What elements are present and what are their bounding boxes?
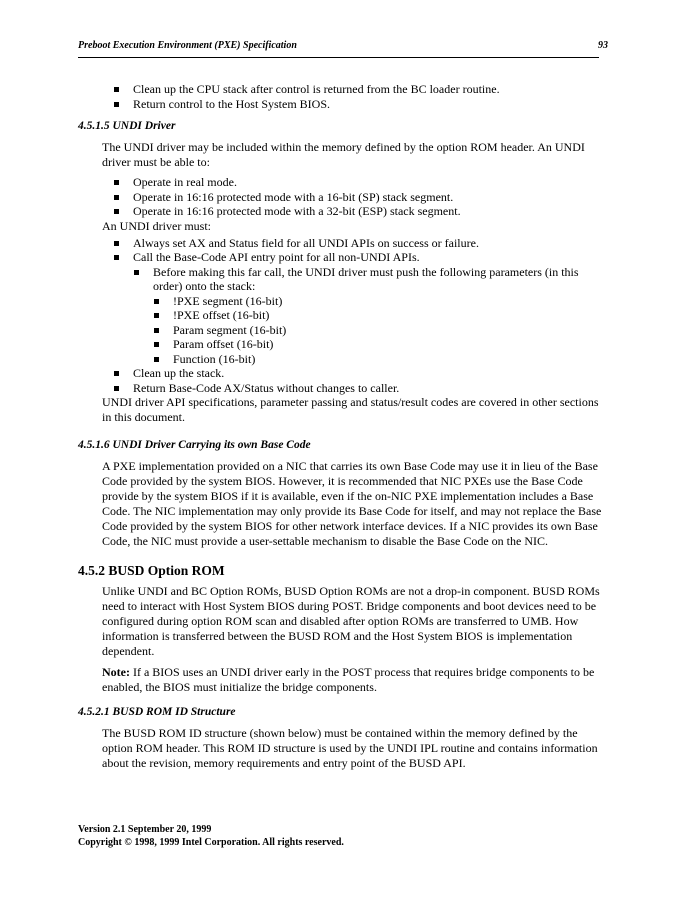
base-code-paragraph: A PXE implementation provided on a NIC that carries its own Base Code may use it in lieu of the Base Code provided by the system BIOS. However, it is recommended that NIC PXEs use the Base Code provide by the system BIOS if it is available, even if the on-NIC PXE implementation includes a Base Code. The NIC implementation may only provide its Base Code for itself, and may not replace the Base Code provided by the system BIOS for other network interface devices. If a NIC provides its own Base Code, the NIC must provide a user-settable mechanism to disable the Base Code on the NIC. [102, 459, 602, 548]
bullet-icon [114, 180, 119, 185]
list-item: Function (16-bit) [78, 352, 608, 367]
bullet-icon [114, 386, 119, 391]
list-item: Operate in real mode. [78, 175, 608, 190]
section-heading-4515: 4.5.1.5 UNDI Driver [78, 120, 176, 132]
running-header [78, 40, 608, 51]
bullet-icon [114, 241, 119, 246]
note-paragraph [102, 665, 608, 695]
list-item: Call the Base-Code API entry point for all non-UNDI APIs. [78, 250, 608, 265]
undi-closing-paragraph: UNDI driver API specifications, parameter passing and status/result codes are covered in other sections in this document. [102, 395, 599, 424]
note-label: Note: [102, 665, 130, 679]
list-item: Return control to the Host System BIOS. [78, 97, 608, 112]
list-item: Return Base-Code AX/Status without changes to caller. [78, 381, 608, 396]
list-item: Operate in 16:16 protected mode with a 32-bit (ESP) stack segment. [78, 204, 608, 219]
bullet-icon [114, 371, 119, 376]
busd-paragraph: Unlike UNDI and BC Option ROMs, BUSD Option ROMs are not a drop-in component. BUSD ROMs need to interact with Host System BIOS during POST. Bridge components and boot devices need to be configured during option ROM scan and disabled after option ROMs are transferred to UMB. How information is transferred between the BUSD ROM and the Host System BIOS is implementation dependent. [102, 584, 600, 658]
bullet-icon [154, 328, 159, 333]
list-item: Param offset (16-bit) [78, 337, 608, 352]
bullet-icon [114, 195, 119, 200]
footer-version: Version 2.1 September 20, 1999 [78, 824, 212, 835]
list-item: Param segment (16-bit) [78, 323, 608, 338]
bullet-icon [114, 255, 119, 260]
footer-copyright: Copyright © 1998, 1999 Intel Corporation. All rights reserved. [78, 837, 344, 848]
section-heading-452: 4.5.2 BUSD Option ROM [78, 563, 225, 578]
must-label: An UNDI driver must: [102, 218, 211, 233]
running-header-title: Preboot Execution Environment (PXE) Specification [78, 40, 297, 51]
list-item: !PXE offset (16-bit) [78, 308, 608, 323]
page-content [78, 82, 608, 771]
page-number: 93 [598, 40, 608, 51]
bullet-icon [114, 102, 119, 107]
page-footer [78, 823, 598, 849]
list-item: Operate in 16:16 protected mode with a 16-bit (SP) stack segment. [78, 190, 608, 205]
list-item: Before making this far call, the UNDI driver must push the following parameters (in this order) onto the stack: [78, 265, 608, 294]
note-text: If a BIOS uses an UNDI driver early in the POST process that requires bridge components to be enabled, the BIOS must initialize the bridge components. [102, 665, 595, 694]
bullet-icon [154, 357, 159, 362]
list-item: Clean up the CPU stack after control is returned from the BC loader routine. [78, 82, 608, 97]
header-rule [78, 57, 599, 58]
bullet-icon [114, 87, 119, 92]
rom-id-paragraph: The BUSD ROM ID structure (shown below) must be contained within the memory defined by the option ROM header. This ROM ID structure is used by the UNDI IPL routine and contains information about the revision, memory requirements and entry point of the BUSD API. [102, 726, 598, 770]
able-to-list [78, 175, 608, 219]
bullet-icon [154, 342, 159, 347]
bullet-icon [154, 299, 159, 304]
undi-intro-paragraph: The UNDI driver may be included within the memory defined by the option ROM header. An UNDI driver must be able to: [102, 140, 585, 169]
list-item: Always set AX and Status field for all UNDI APIs on success or failure. [78, 236, 608, 251]
top-bullet-list [78, 82, 608, 111]
list-item: !PXE segment (16-bit) [78, 294, 608, 309]
section-heading-4516: 4.5.1.6 UNDI Driver Carrying its own Base Code [78, 439, 311, 451]
must-list [78, 236, 608, 396]
bullet-icon [114, 209, 119, 214]
bullet-icon [154, 313, 159, 318]
bullet-icon [134, 270, 139, 275]
section-heading-4521: 4.5.2.1 BUSD ROM ID Structure [78, 706, 236, 718]
list-item: Clean up the stack. [78, 366, 608, 381]
